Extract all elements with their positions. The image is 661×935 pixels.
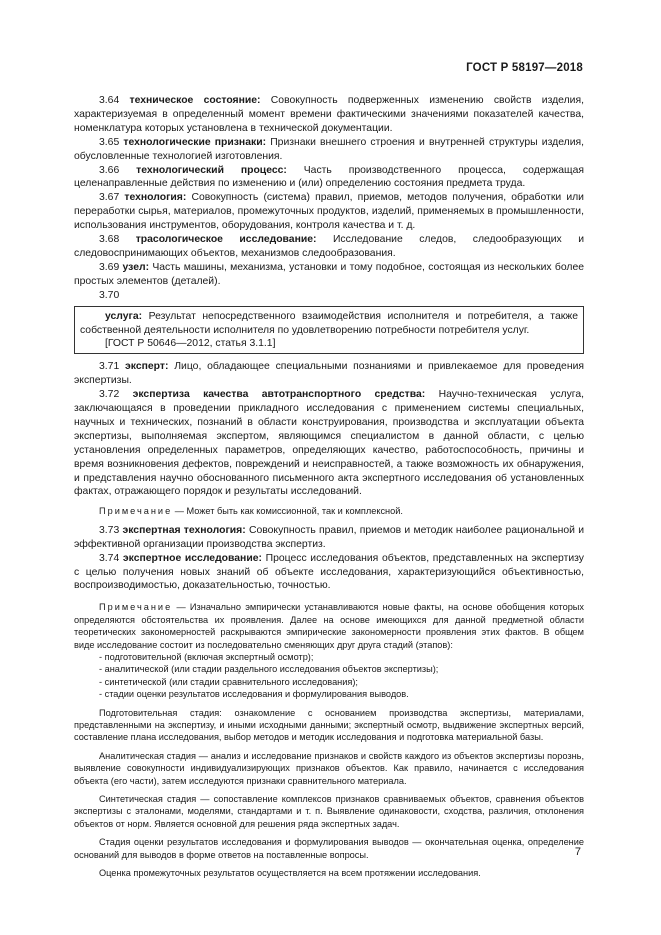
term-entry: 3.72 экспертиза качества автотранспортного средства: Научно-техническая услуга, заключающаяся в проведении прикладного исследования с применением системы специальных, научных и технических, познаний в области конструирования, производства и эксплуатации объекта экспертизы, выполняемая экспертом, являющимся специалистом в данной области, с целью установления определенных параметров, определяющих качество, работоспособность, причины и время возникновения дефектов, повреждений и неисправностей, а также возможность их обнаружения, и представления научно обоснованного письменного акта экспертного исследования об установленных фактах, отражающего порядок и результаты исследований. — [74, 389, 585, 498]
note-paragraph: Стадия оценки результатов исследования и формулирования выводов — окончательная оценка, определение оснований для выводов в форме ответов на поставленные вопросы. — [74, 837, 584, 860]
term-name: узел: — [122, 261, 150, 273]
note: Примечание — Изначально эмпирически устанавливаются новые факты, на основе обобщения которых определяются обстоятельства их проявления. Далее на основе имеющихся для данной предметной области теоретических закономерностей раскрываются эмпирические закономерности проявления этих фактов. В общем виде исследование состоит из последовательно сменяющих друг друга стадий (этапов): — [74, 602, 584, 650]
term-name: услуга: — [105, 310, 143, 322]
term-name: эксперт: — [125, 361, 169, 373]
term-name: технологический процесс: — [136, 164, 287, 176]
term-name: экспертиза качества автотранспортного средства: — [132, 389, 426, 401]
term-name: трасологическое исследование: — [135, 234, 317, 246]
stage-list — [74, 651, 584, 701]
list-item: - стадии оценки результатов исследования и формулирования выводов. — [99, 689, 409, 700]
term-name: экспертное исследование: — [122, 552, 262, 564]
note: Примечание — Может быть как комиссионной, так и комплексной. — [99, 506, 403, 517]
list-item: - аналитической (или стадии раздельного исследования объектов экспертизы); — [99, 664, 439, 675]
term-entry: 3.69 узел: Часть машины, механизма, установки и тому подобное, состоящая из нескольких более простых элементов (деталей). — [74, 261, 584, 287]
term-entry: 3.67 технология: Совокупность (система) правил, приемов, методов получения, обработки или переработки сырья, материалов, промежуточных продуктов, изделий, применяемых в промышленности, использования инструментов, оборудования, контроля качества и т. д. — [74, 192, 584, 232]
note-label: Примечание — [99, 506, 173, 517]
note-paragraph: Подготовительная стадия: ознакомление с основанием производства экспертизы, материалами, представленными на экспертизу, и иными исходными данными; экспертный осмотр, выдвижение экспертных версий, составление плана исследования, выбор методов и методик исследования и подготовка материальной базы. — [74, 707, 584, 743]
page-content — [74, 94, 584, 879]
term-entry: 3.64 техническое состояние: Совокупность подверженных изменению свойств изделия, характеризуемая в определенный момент времени фактическими значениями показателей качества, номенклатура которых установлена в технической документации. — [74, 95, 584, 134]
note-paragraph: Синтетическая стадия — сопоставление комплексов признаков сравниваемых объектов, сравнения объектов экспертизы с эталонами, моделями, стандартами и т. п. Выявление одинаковости, сходства, различия, отклонения объектов от норм. Является основной для решения ряда экспертных задач. — [74, 794, 584, 829]
term-name: экспертная технология: — [122, 524, 246, 536]
note-paragraph: Аналитическая стадия — анализ и исследование признаков и свойств каждого из объектов экспертизы порознь, выявление совокупности индивидуализирующих признаков объектов. Как правило, начинается с исследования объекта (его части), затем исследуются признаки сравнительного материала. — [74, 750, 584, 786]
boxed-term-entry: услуга: Результат непосредственного взаимодействия исполнителя и потребителя, а также собственной деятельности исполнителя по удовлетворению потребности потребителя услуг. — [80, 310, 579, 336]
boxed-definition — [74, 306, 584, 355]
term-entry: 3.71 эксперт: Лицо, обладающее специальными познаниями и привлекаемое для проведения экспертизы. — [74, 361, 584, 387]
boxed-reference: [ГОСТ Р 50646—2012, статья 3.1.1] — [105, 338, 276, 350]
term-entry: 3.74 экспертное исследование: Процесс исследования объектов, представленных на экспертизу с целью получения новых знаний об объекте исследования, характеризующийся объективностью, воспроизводимостью, доказательностью, точностью. — [74, 552, 584, 592]
term-entry: 3.66 технологический процесс: Часть производственного процесса, содержащая целенаправленные действия по изменению и (или) определению состояния предмета труда. — [74, 164, 584, 190]
term-name: технология: — [124, 192, 187, 204]
term-entry: 3.73 экспертная технология: Совокупность правил, приемов и методик наиболее рациональной и эффективной организации производства экспертиз. — [74, 524, 584, 550]
term-name: технологические признаки: — [123, 136, 267, 148]
term-entry: 3.65 технологические признаки: Признаки внешнего строения и внутренней структуры изделия, обусловленные технологией изготовления. — [74, 136, 585, 162]
term-name: техническое состояние: — [129, 95, 261, 106]
term-entry: 3.68 трасологическое исследование: Исследование следов, следообразующих и следовоспринимающих объектов, механизмов следообразования. — [74, 234, 585, 259]
note-label: Примечание — [99, 602, 173, 613]
boxed-term-number: 3.70 — [99, 289, 120, 301]
list-item: - синтетической (или стадии сравнительного исследования); — [99, 676, 358, 687]
standard-header: ГОСТ Р 58197—2018 — [466, 62, 583, 74]
page-number: 7 — [574, 846, 581, 858]
list-item: - подготовительной (включая экспертный осмотр); — [99, 651, 314, 662]
note-paragraph: Оценка промежуточных результатов осуществляется на всем протяжении исследования. — [99, 868, 481, 879]
